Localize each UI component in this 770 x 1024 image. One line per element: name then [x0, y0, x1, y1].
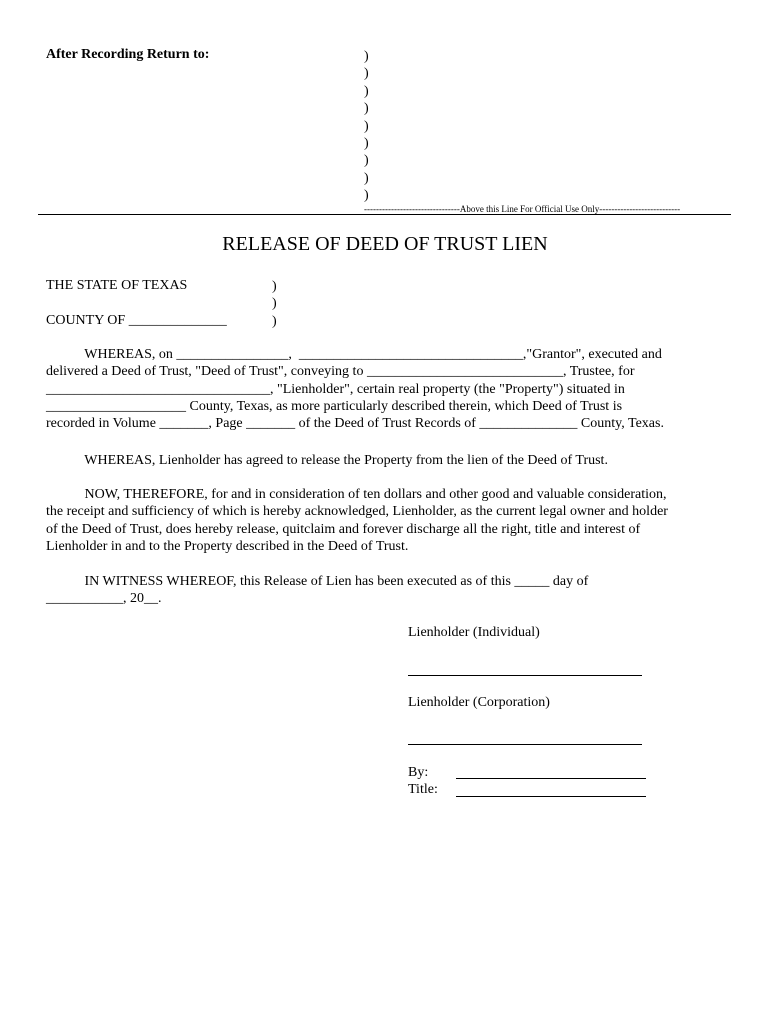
paragraph-line: ________________________________, "Lienholder", certain real property (the "Property") situated in: [46, 381, 625, 397]
individual-signature-label: Lienholder (Individual): [408, 625, 540, 640]
header-divider: [38, 214, 731, 215]
recording-brackets: [364, 48, 369, 205]
witness-paragraph: [46, 573, 588, 608]
title-label: Title:: [408, 782, 438, 797]
bracket: ): [272, 296, 277, 312]
bracket: ): [364, 153, 369, 169]
paragraph-line: of the Deed of Trust, does hereby release, quitclaim and forever discharge all the right, title and interest of: [46, 521, 641, 537]
by-signature-line[interactable]: [456, 778, 646, 779]
paragraph-line: ___________, 20__.: [46, 591, 162, 607]
bracket: ): [272, 313, 277, 329]
official-use-line: --------------------------------Above this Line For Official Use Only---------------------------: [364, 204, 681, 214]
state-label: THE STATE OF TEXAS: [46, 278, 188, 293]
paragraph-line: Lienholder in and to the Property described in the Deed of Trust.: [46, 538, 409, 554]
paragraph-line: IN WITNESS WHEREOF, this Release of Lien has been executed as of this _____ day of: [46, 574, 589, 589]
bracket: ): [272, 279, 277, 294]
bracket: ): [364, 118, 369, 134]
by-label: By:: [408, 765, 429, 780]
paragraph-line: recorded in Volume _______, Page _______ of the Deed of Trust Records of ______________ County, Texas.: [46, 416, 664, 432]
paragraph-line: NOW, THEREFORE, for and in consideration of ten dollars and other good and valuable consideration,: [46, 487, 667, 502]
return-to-label: After Recording Return to:: [46, 47, 210, 62]
paragraph-line: delivered a Deed of Trust, "Deed of Trust", conveying to ____________________________, Trustee, for: [46, 364, 635, 380]
paragraph-line: ____________________ County, Texas, as more particularly described therein, which Deed of Trust is: [46, 398, 623, 414]
bracket: ): [364, 188, 369, 204]
bracket: ): [364, 136, 369, 152]
corporation-signature-line[interactable]: [408, 744, 642, 745]
corporation-signature-label: Lienholder (Corporation): [408, 695, 550, 710]
now-therefore-paragraph: [46, 486, 668, 555]
venue-brackets: [272, 278, 277, 330]
title-signature-line[interactable]: [456, 796, 646, 797]
bracket: ): [364, 83, 369, 99]
bracket: ): [364, 101, 369, 117]
county-label: COUNTY OF ______________: [46, 313, 227, 328]
bracket: ): [364, 49, 369, 64]
whereas-paragraph-1: [46, 346, 664, 432]
paragraph-line: WHEREAS, on ________________, ________________________________,"Grantor", executed and: [46, 347, 662, 362]
individual-signature-line[interactable]: [408, 675, 642, 676]
paragraph-line: the receipt and sufficiency of which is hereby acknowledged, Lienholder, as the current legal owner and holder: [46, 504, 668, 520]
whereas-paragraph-2: WHEREAS, Lienholder has agreed to release the Property from the lien of the Deed of Trust.: [46, 453, 608, 468]
bracket: ): [364, 170, 369, 186]
bracket: ): [364, 66, 369, 82]
document-title: RELEASE OF DEED OF TRUST LIEN: [222, 233, 548, 255]
